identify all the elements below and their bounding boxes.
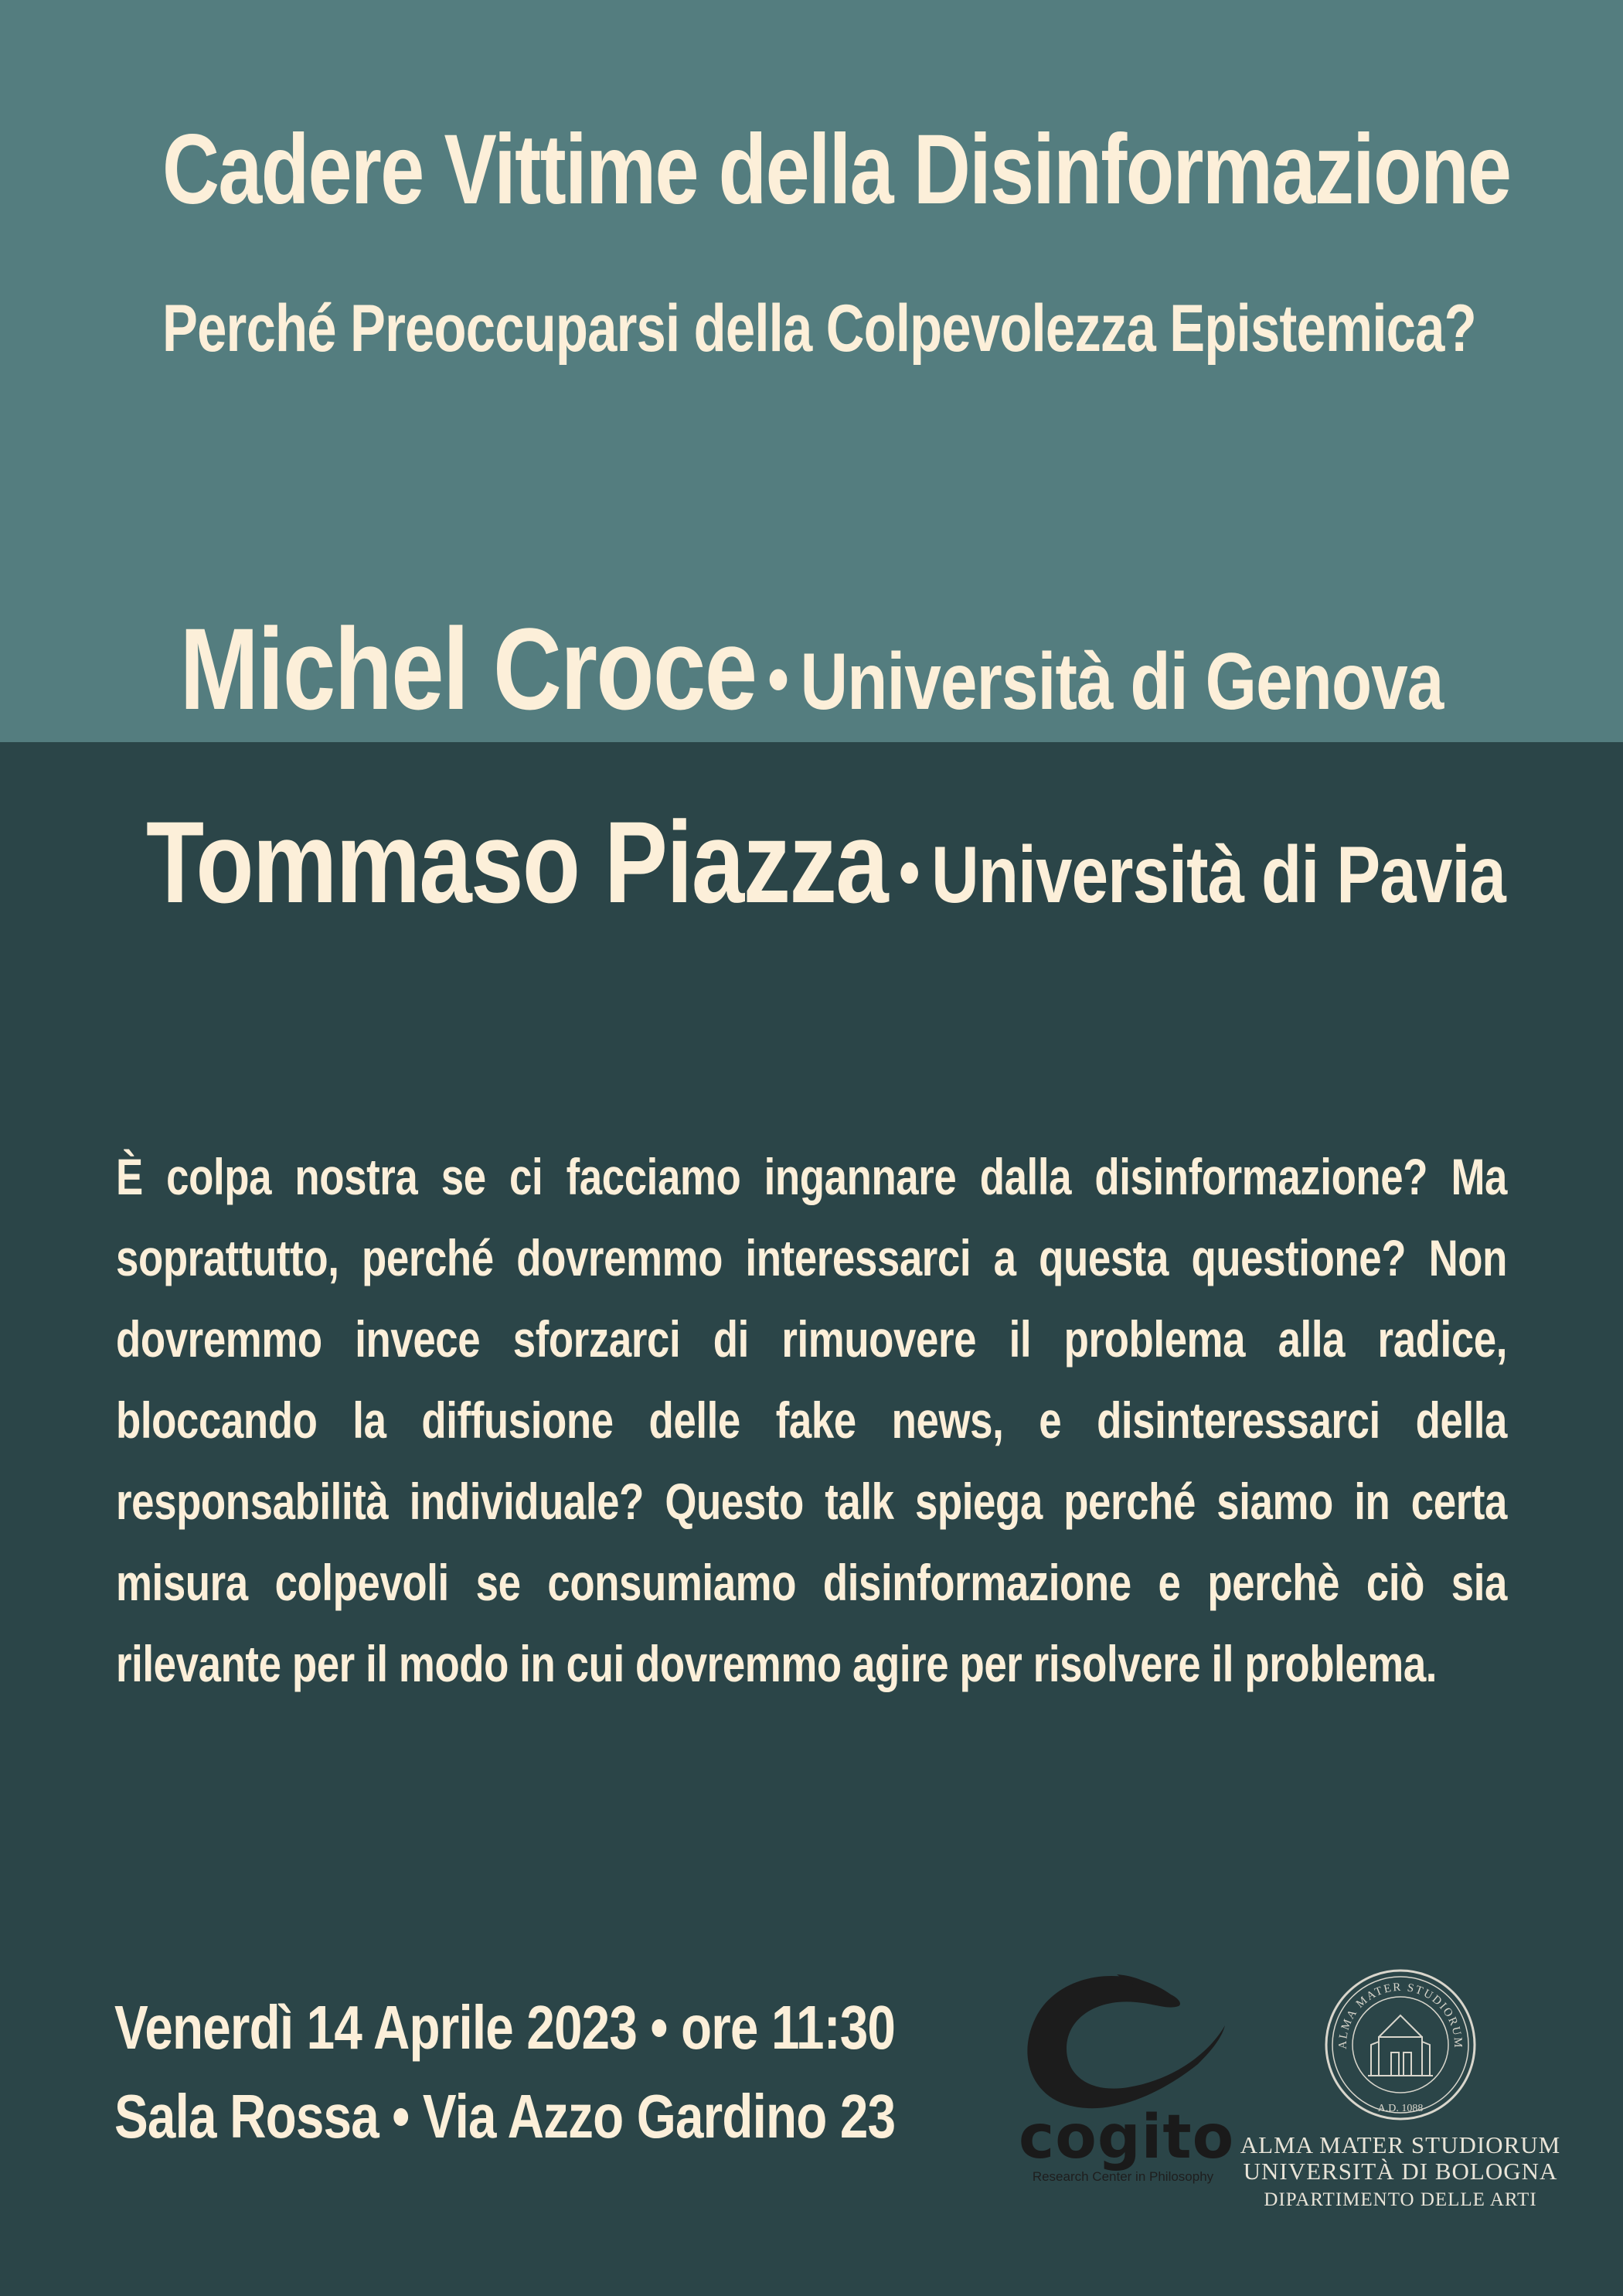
cogito-tagline: Research Center in Philosophy bbox=[1032, 2169, 1214, 2184]
event-date-time: Venerdì 14 Aprile 2023 • ore 11:30 bbox=[114, 1993, 896, 2062]
unibo-wordmark bbox=[1229, 2132, 1572, 2216]
speaker-affiliation: Università di Pavia bbox=[931, 830, 1506, 920]
speaker-line bbox=[146, 789, 1506, 973]
event-info bbox=[114, 1983, 1042, 2161]
bullet-separator: • bbox=[898, 831, 920, 914]
speaker-line bbox=[146, 595, 1477, 779]
speaker-name: Michel Croce bbox=[179, 604, 757, 734]
unibo-line-1: ALMA MATER STUDIORUM bbox=[1240, 2131, 1561, 2158]
seal-top-text: ALMA MATER STUDIORUM bbox=[1336, 1981, 1465, 2049]
abstract-block bbox=[116, 1136, 1507, 1794]
unibo-seal-icon bbox=[1323, 1967, 1478, 2122]
poster-title: Cadere Vittime della Disinformazione bbox=[162, 114, 1511, 225]
speaker-name: Tommaso Piazza bbox=[146, 797, 888, 927]
seal-year: A.D. 1088 bbox=[1377, 2103, 1424, 2114]
abstract-text: È colpa nostra se ci facciamo ingannare dalla disinformazione? Ma soprattutto, perché dovremmo interessarci a questa questione? Non dovremmo invece sforzarci di rimuovere il problema alla radice, bloccando la diffusione delle fake news, e disinteressarci della responsabilità individuale? Questo talk spiega perché siamo in certa misura colpevoli se consumiamo disinformazione e perchè ciò sia rilevante per il modo in cui dovremmo agire per risolvere il problema. bbox=[116, 1148, 1507, 1692]
speaker-affiliation: Università di Genova bbox=[800, 637, 1444, 727]
unibo-department: DIPARTIMENTO DELLE ARTI bbox=[1264, 2189, 1537, 2210]
bullet-separator: • bbox=[767, 638, 789, 720]
cogito-wordmark: cogito bbox=[1019, 2103, 1235, 2172]
poster-subtitle: Perché Preoccuparsi della Colpevolezza Epistemica? bbox=[162, 291, 1476, 366]
event-location: Sala Rossa • Via Azzo Gardino 23 bbox=[114, 2082, 896, 2151]
unibo-line-2: UNIVERSITÀ DI BOLOGNA bbox=[1243, 2158, 1558, 2185]
